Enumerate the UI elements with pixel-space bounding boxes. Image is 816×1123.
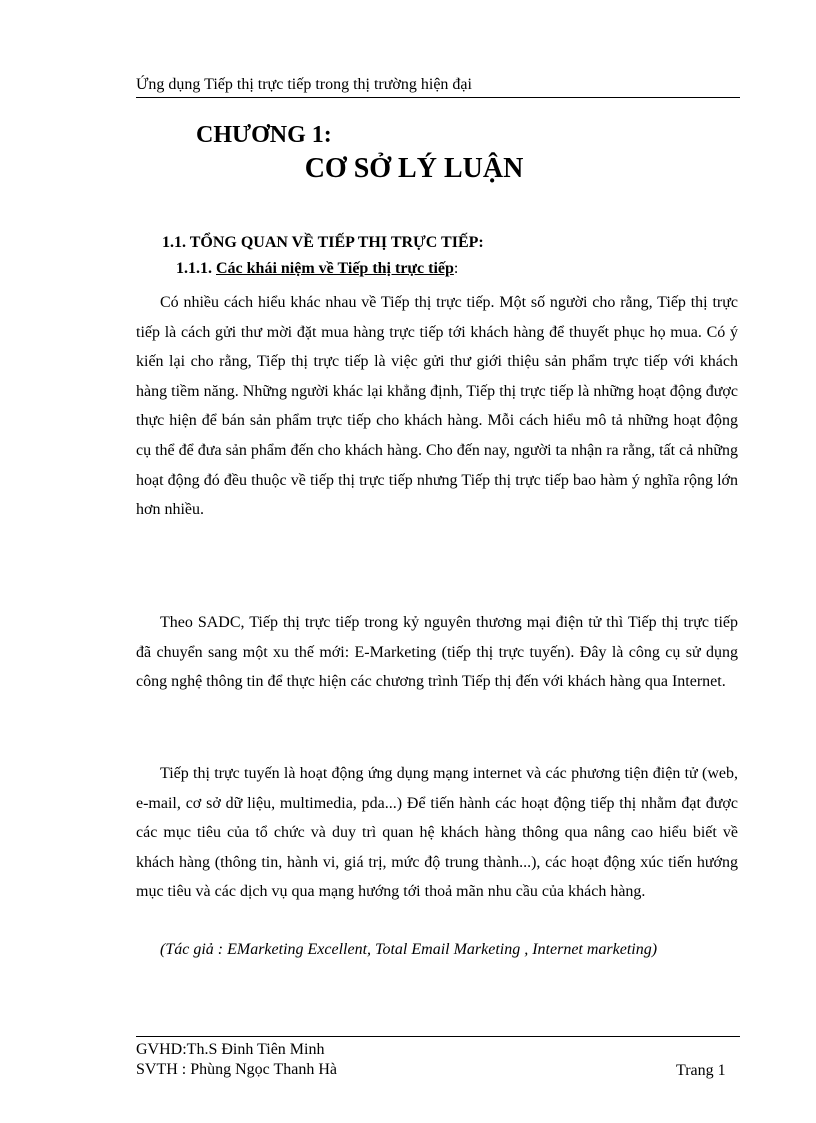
subsection-title: Các khái niệm về Tiếp thị trực tiếp: [216, 260, 454, 277]
paragraph-online-marketing: Tiếp thị trực tuyến là hoạt động ứng dụng mạng internet và các phương tiện điện tử (web, e-mail, cơ sở dữ liệu, multimedia, pda...) Để tiến hành các hoạt động tiếp thị nhằm đạt được các mục tiêu của tổ chức và duy trì quan hệ khách hàng thông qua nâng cao hiểu biết về khách hàng (thông tin, hành vi, giá trị, mức độ trung thành...), các hoạt động xúc tiến hướng mục tiêu và các dịch vụ qua mạng hướng tới thoả mãn nhu cầu của khách hàng.: [136, 765, 738, 901]
paragraph-sadc: Theo SADC, Tiếp thị trực tiếp trong kỷ nguyên thương mại điện tử thì Tiếp thị trực tiếp đã chuyển sang một xu thế mới: E-Marketing (tiếp thị trực tuyến). Đây là công cụ sử dụng công nghệ thông tin để thực hiện các chương trình Tiếp thị đến với khách hàng qua Internet.: [136, 614, 738, 691]
footer-student: SVTH : Phùng Ngọc Thanh Hà: [136, 1061, 338, 1078]
subsection-heading: [176, 260, 458, 278]
subsection-number: 1.1.1.: [176, 260, 212, 277]
running-header: Ứng dụng Tiếp thị trực tiếp trong thị trường hiện đại: [136, 76, 472, 93]
citation: (Tác giả : EMarketing Excellent, Total Email Marketing , Internet marketing): [160, 941, 658, 958]
chapter-title: CƠ SỞ LÝ LUẬN: [304, 153, 524, 184]
subsection-colon: :: [453, 260, 459, 277]
page-number: Trang 1: [676, 1062, 726, 1079]
footer-divider: [136, 1036, 740, 1037]
chapter-label: CHƯƠNG 1:: [196, 122, 332, 148]
header-divider: [136, 97, 740, 98]
footer-advisor: GVHD:Th.S Đinh Tiên Minh: [136, 1041, 325, 1058]
section-heading: 1.1. TỔNG QUAN VỀ TIẾP THỊ TRỰC TIẾP:: [162, 234, 484, 251]
paragraph-definitions: Có nhiều cách hiểu khác nhau về Tiếp thị trực tiếp. Một số người cho rằng, Tiếp thị trực tiếp là cách gửi thư mời đặt mua hàng trực tiếp tới khách hàng để thuyết phục họ mua. Có ý kiến lại cho rằng, Tiếp thị trực tiếp là việc gửi thư giới thiệu sản phẩm trực tiếp với khách hàng tiềm năng. Những người khác lại khẳng định, Tiếp thị trực tiếp là những hoạt động được thực hiện để bán sản phẩm trực tiếp cho khách hàng. Mỗi cách hiểu mô tả những hoạt động cụ thể để đưa sản phẩm đến cho khách hàng. Cho đến nay, người ta nhận ra rằng, tất cả những hoạt động đó đều thuộc về tiếp thị trực tiếp nhưng Tiếp thị trực tiếp bao hàm ý nghĩa rộng lớn hơn nhiều.: [136, 294, 738, 519]
